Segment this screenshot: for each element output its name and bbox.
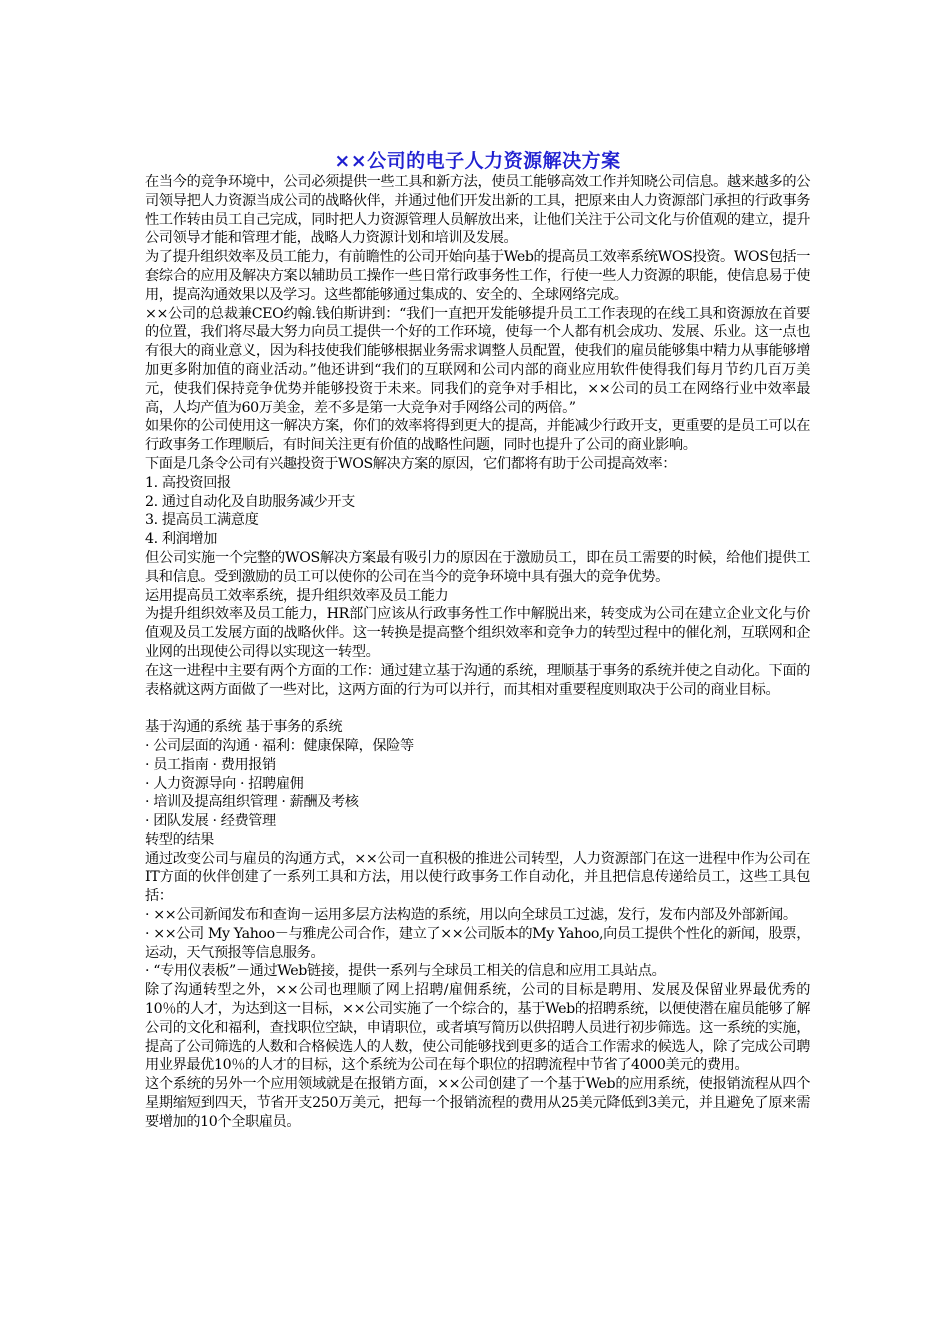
paragraph: 2. 通过自动化及自助服务减少开支 (145, 493, 355, 510)
paragraph: · 培训及提高组织管理 · 薪酬及考核 (145, 794, 359, 811)
document-body (145, 149, 810, 1132)
paragraph: · 团队发展 · 经费管理 (145, 813, 276, 830)
paragraph: 在这一进程中主要有两个方面的工作：通过建立基于沟通的系统，理顺基于事务的系统并使之自动化。下面的表格就这两方面做了一些对比，这两方面的行为可以并行，而其相对重要程度则取决于公司的商业目标。 (145, 662, 810, 698)
paragraph: 基于沟通的系统 基于事务的系统 (145, 719, 343, 736)
paragraph: 如果你的公司使用这一解决方案，你们的效率将得到更大的提高，并能减少行政开支，更重要的是员工可以在行政事务工作理顺后，有时间关注更有价值的战略性问题，同时也提升了公司的商业影响。 (145, 418, 810, 454)
blank-line (145, 699, 810, 718)
paragraph: 在当今的竞争环境中，公司必须提供一些工具和新方法，使员工能够高效工作并知晓公司信息。越来越多的公司领导把人力资源当成公司的战略伙伴，并通过他们开发出新的工具，把原来由人力资源部门承担的行政事务性工作转由员工自己完成，同时把人力资源管理人员解放出来，让他们关注于公司文化与价值观的建立，提升公司领导才能和管理才能，战略人力资源计划和培训及发展。 (145, 174, 810, 247)
paragraph: · 公司层面的沟通 · 福利：健康保障，保险等 (145, 737, 414, 754)
paragraph: 除了沟通转型之外，××公司也理顺了网上招聘/雇佣系统，公司的目标是聘用、发展及保留业界最优秀的10％的人才，为达到这一目标，××公司实施了一个综合的，基于Web的招聘系统，以便使潜在雇员能够了解公司的文化和福利，查找职位空缺，申请职位，或者填写简历以供招聘人员进行初步筛选。这一系统的实施，提高了公司筛选的人数和合格候选人的人数，使公司能够找到更多的适合工作需求的候选人，除了完成公司聘用业界最优10％的人才的目标，这个系统为公司在每个职位的招聘流程中节省了4000美元的费用。 (145, 982, 810, 1074)
paragraph: ××公司的总裁兼CEO约翰.钱伯斯讲到：“我们一直把开发能够提升员工工作表现的在线工具和资源放在首要的位置，我们将尽最大努力向员工提供一个好的工作环境，使每一个人都有机会成功、发展、乐业。这一点也有很大的商业意义，因为科技使我们能够根据业务需求调整人员配置，使我们的雇员能够集中精力从事能够增加更多附加值的商业活动。”他还讲到“我们的互联网和公司内部的商业应用软件使得我们每月节约几百万美元，使我们保持竞争优势并能够投资于未来。同我们的竞争对手相比，××公司的员工在网络行业中效率最高，人均产值为60万美金，差不多是第一大竞争对手网络公司的两倍。” (145, 305, 810, 416)
paragraph: · 员工指南 · 费用报销 (145, 756, 276, 773)
paragraph: 但公司实施一个完整的WOS解决方案最有吸引力的原因在于激励员工，即在员工需要的时候，给他们提供工具和信息。受到激励的员工可以使你的公司在当今的竞争环境中具有强大的竞争优势。 (145, 549, 810, 585)
paragraph: 下面是几条令公司有兴趣投资于WOS解决方案的原因，它们都将有助于公司提高效率： (145, 455, 677, 472)
paragraph: 为了提升组织效率及员工能力，有前瞻性的公司开始向基于Web的提高员工效率系统WOS投资。WOS包括一套综合的应用及解决方案以辅助员工操作一些日常行政事务性工作，行使一些人力资源的职能，使信息易于使用，提高沟通效果以及学习。这些都能够通过集成的、安全的、全球网络完成。 (145, 249, 810, 303)
paragraph: · 人力资源导向 · 招聘雇佣 (145, 775, 304, 792)
paragraph: 3. 提高员工满意度 (145, 512, 259, 529)
paragraph: · ××公司 My Yahoo－与雅虎公司合作，建立了××公司版本的My Yahoo,向员工提供个性化的新闻，股票，运动，天气预报等信息服务。 (145, 925, 810, 961)
paragraph: 4. 利润增加 (145, 531, 217, 548)
paragraph: 通过改变公司与雇员的沟通方式，××公司一直积极的推进公司转型，人力资源部门在这一进程中作为公司在IT方面的伙伴创建了一系列工具和方法，用以使行政事务工作自动化，并且把信息传递给员工，这些工具包括： (145, 850, 810, 905)
paragraph: · “专用仪表板”－通过Web链接，提供一系列与全球员工相关的信息和应用工具站点。 (145, 963, 666, 980)
paragraph: 1. 高投资回报 (145, 474, 231, 491)
paragraph: 为提升组织效率及员工能力，HR部门应该从行政事务性工作中解脱出来，转变成为公司在建立企业文化与价值观及员工发展方面的战略伙伴。这一转换是提高整个组织效率和竞争力的转型过程中的催化剂，互联网和企业网的出现使公司得以实现这一转型。 (145, 606, 810, 660)
document-title: ××公司的电子人力资源解决方案 (334, 150, 621, 172)
paragraph: · ××公司新闻发布和查询－运用多层方法构造的系统，用以向全球员工过滤，发行，发布内部及外部新闻。 (145, 907, 797, 924)
paragraph: 转型的结果 (145, 831, 214, 848)
paragraph: 这个系统的另外一个应用领域就是在报销方面，××公司创建了一个基于Web的应用系统，使报销流程从四个星期缩短到四天，节省开支250万美元，把每一个报销流程的费用从25美元降低到3美元，并且避免了原来需要增加的10个全职雇员。 (145, 1076, 810, 1130)
paragraph: 运用提高员工效率系统，提升组织效率及员工能力 (145, 587, 449, 604)
